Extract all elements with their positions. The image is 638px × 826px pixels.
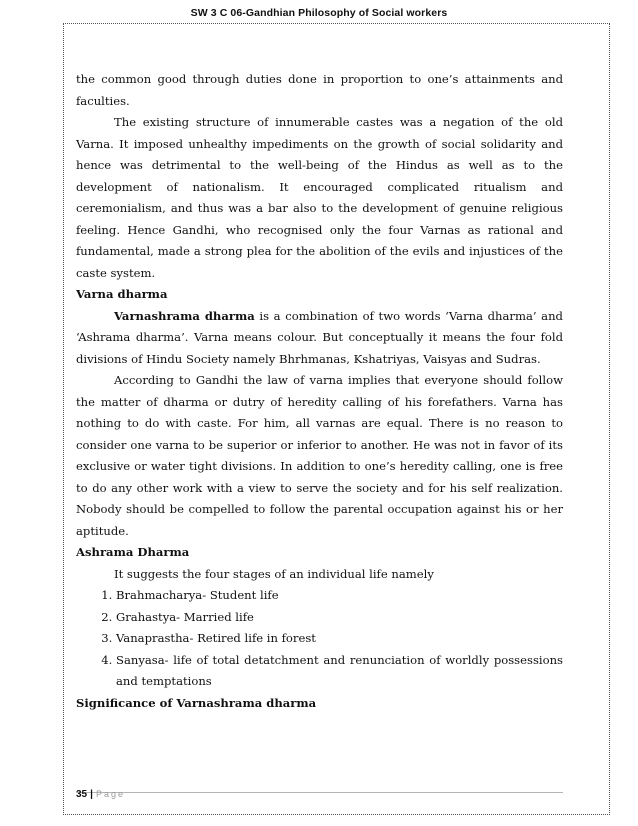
paragraph [76,306,563,371]
bold-term: Varnashrama dharma [114,308,255,323]
list-item: 4. Sanyasa- life of total detatchment and renunciation of worldly possessions and temptations [116,650,563,693]
section-heading-ashrama-dharma: Ashrama Dharma [76,545,190,559]
footer-separator: | [90,789,93,800]
paragraph-text: is a combination of two words ‘Varna dharma’ and ‘Ashrama dharma’. Varna means colour. But conceptually it means the four fold divisions of Hindu Society namely Bhrhmanas, Kshatriyas, Vaisyas and Sudras. [76,308,563,366]
paragraph: It suggests the four stages of an individual life namely [114,566,434,581]
stages-list [76,585,563,693]
page-label: Page [95,789,125,799]
paragraph: The existing structure of innumerable castes was a negation of the old Varna. It imposed unhealthy impediments on the growth of social solidarity and hence was detrimental to the well-being of the Hindus as well as to the development of nationalism. It encouraged complicated ritualism and ceremonialism, and thus was a bar also to the development of genuine religious feeling. Hence Gandhi, who recognised only the four Varnas as rational and fundamental, made a strong plea for the abolition of the evils and injustices of the caste system. [76,115,563,280]
list-item: 3. Vanaprastha- Retired life in forest [116,628,563,650]
document-body [76,69,563,714]
list-item: 1. Brahmacharya- Student life [116,585,563,607]
paragraph: the common good through duties done in proportion to one’s attainments and faculties. [76,72,563,108]
footer-divider [76,792,563,793]
paragraph: According to Gandhi the law of varna implies that everyone should follow the matter of dharma or dutry of heredity calling of his forefathers. Varna has nothing to do with caste. For him, all varnas are equal. There is no reason to consider one varna to be superior or inferior to another. He was not in favor of its exclusive or water tight divisions. In addition to one’s heredity calling, one is free to do any other work with a view to serve the society and for his self realization. Nobody should be compelled to follow the parental occupation against his or her aptitude. [76,373,563,538]
page-header: SW 3 C 06-Gandhian Philosophy of Social workers [190,7,448,19]
list-item: 2. Grahastya- Married life [116,607,563,629]
section-heading-significance: Significance of Varnashrama dharma [76,695,317,710]
page-footer [76,789,125,800]
page-number: 35 [76,789,88,800]
section-heading-varna-dharma: Varna dharma [76,287,168,301]
